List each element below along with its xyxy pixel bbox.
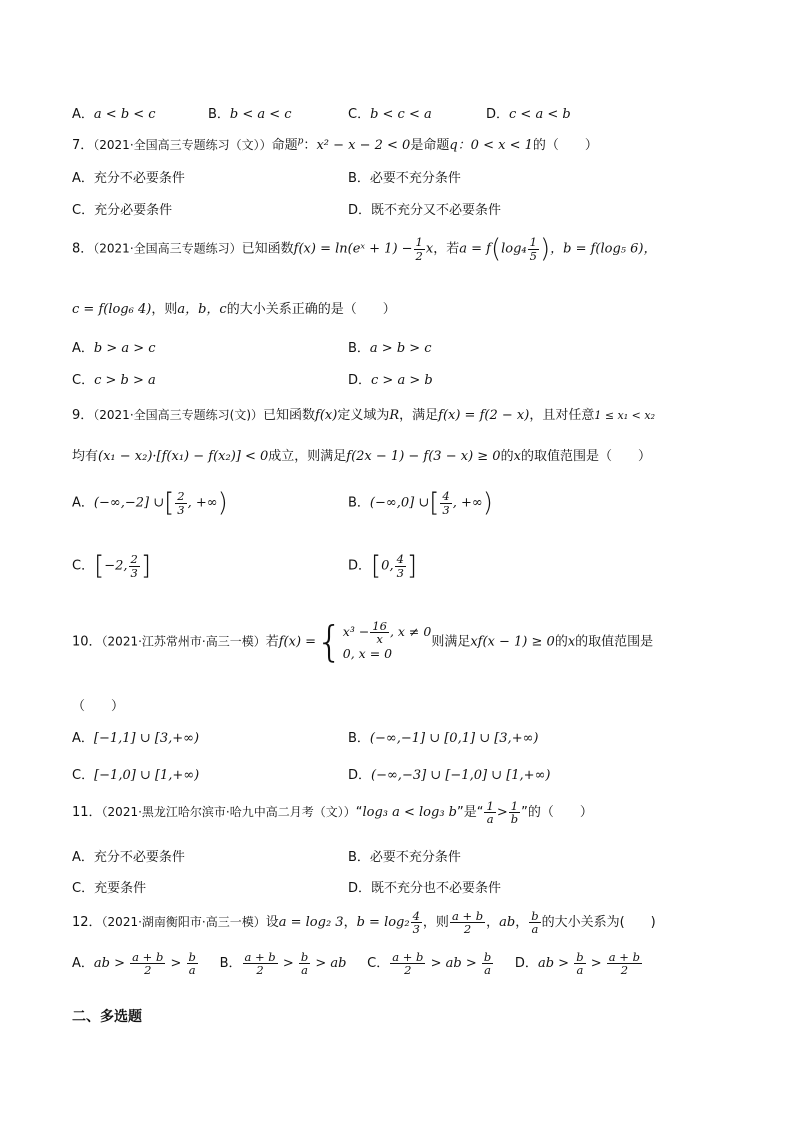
q12-option-c: C． $\frac{a + b}{2}$ > ab > $\frac{b}{a}$ [367, 950, 492, 978]
q11-option-b: B．必要不充分条件 [348, 850, 461, 865]
q12-option-b: B． $\frac{a + b}{2}$ > $\frac{b}{a}$ > ab [219, 950, 347, 978]
q10-stem-line1: 10．（2021·江苏常州市·高三一模）若f(x) ={ x³ − $\frac{16}{x}$ , x ≠ 0 0, x = 0 则满足xf(x − 1) ≥ 0的x的取值范围是 [72, 616, 654, 666]
q9-option-b: B．(−∞,0] ∪[ $\frac{4}{3}$ , +∞) [348, 488, 493, 518]
q9-option-a: A．(−∞,−2] ∪[ $\frac{2}{3}$ , +∞) [72, 488, 228, 518]
q11-option-d: D．既不充分也不必要条件 [348, 881, 502, 896]
q10-paren: （ ） [72, 699, 125, 714]
q10-option-a: A．[−1,1] ∪ [3,+∞) [72, 731, 200, 746]
q7-option-d: D．既不充分又不必要条件 [348, 203, 502, 218]
q8-option-d: D．c > a > b [348, 373, 433, 388]
q8-stem-line2: c = f(log₆ 4)，则a，b，c的大小关系正确的是（ ） [72, 302, 396, 317]
q10-option-d: D．(−∞,−3] ∪ [−1,0] ∪ [1,+∞) [348, 768, 551, 783]
q11-option-c: C．充要条件 [72, 881, 147, 896]
q11-option-a: A．充分不必要条件 [72, 850, 185, 865]
q8-stem-line1: 8．（2021·全国高三专题练习）已知函数f(x) = ln(eˣ + 1) − $\frac{1}{2}$ x，若a = f(log₄ $\frac{1}{5}$ )，b = f(log₅ 6)， [72, 234, 657, 264]
q7-stem: 7．（2021·全国高三专题练习（文））命题$^p$：x² − x − 2 < 0是命题q：0 < x < 1的（ ） [72, 136, 598, 153]
q6-option-b: B．b < a < c [208, 107, 292, 122]
q9-option-d: D．[0, $\frac{4}{3}$ ] [348, 551, 418, 581]
q6-option-d: D．c < a < b [486, 107, 571, 122]
q8-option-c: C．c > b > a [72, 373, 156, 388]
q7-option-a: A．充分不必要条件 [72, 171, 185, 186]
q11-stem: 11．（2021·黑龙江哈尔滨市·哈九中高二月考（文））“log₃ a < log₃ b”是“ $\frac{1}{a}$ > $\frac{1}{b}$ ”的（ ） [72, 799, 593, 827]
q9-option-c: C．[−2, $\frac{2}{3}$ ] [72, 551, 152, 581]
q9-stem-line2: 均有(x₁ − x₂)·[f(x₁) − f(x₂)] < 0成立，则满足f(2x − 1) − f(3 − x) ≥ 0的x的取值范围是（ ） [72, 449, 651, 464]
section-title: 二、多选题 [72, 1009, 142, 1025]
q7-option-b: B．必要不充分条件 [348, 171, 461, 186]
q8-fifth-fraction: $\frac{1}{5}$ [529, 235, 537, 263]
q10-option-b: B．(−∞,−1] ∪ [0,1] ∪ [3,+∞) [348, 731, 539, 746]
q9-stem-line1: 9．（2021·全国高三专题练习(文)）已知函数f(x)定义域为R，满足f(x) = f(2 − x)，且对任意1 ≤ x₁ < x₂ [72, 408, 655, 423]
q8-half-fraction: $\frac{1}{2}$ [415, 235, 423, 263]
q12-option-d: D．ab > $\frac{b}{a}$ > $\frac{a + b}{2}$ [514, 950, 640, 978]
q12-options [72, 951, 643, 976]
q10-piecewise: x³ − $\frac{16}{x}$ , x ≠ 0 0, x = 0 [342, 619, 432, 662]
q6-option-a: A．a < b < c [72, 107, 156, 122]
q12-stem: 12．（2021·湖南衡阳市·高三一模）设a = log₂ 3，b = log₂ $\frac{4}{3}$ ，则 $\frac{a + b}{2}$ ，ab， $\frac{b}{a}$ 的大小关系为( ) [72, 909, 656, 937]
q7-option-c: C．充分必要条件 [72, 203, 173, 218]
q6-option-c: C．b < c < a [348, 107, 432, 122]
q12-option-a: A．ab > $\frac{a + b}{2}$ > $\frac{b}{a}$ [72, 950, 196, 978]
q8-option-a: A．b > a > c [72, 341, 156, 356]
q10-option-c: C．[−1,0] ∪ [1,+∞) [72, 768, 200, 783]
q8-option-b: B．a > b > c [348, 341, 432, 356]
